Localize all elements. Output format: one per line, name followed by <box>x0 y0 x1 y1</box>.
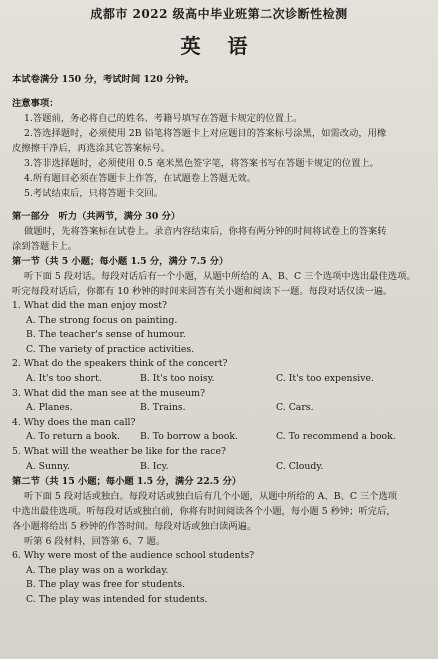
part1-heading: 第一部分 听力（共两节，满分 30 分） <box>12 211 181 222</box>
answer-option: A. Sunny. <box>26 460 70 472</box>
note-item: 5.考试结束后，只将答题卡交回。 <box>24 188 164 199</box>
question-stem: 2. What do the speakers think of the concert? <box>12 358 228 370</box>
subject-title: 英 语 <box>180 34 258 58</box>
question-stem: 5. What will the weather be like for the race? <box>12 445 226 457</box>
question-stem: 4. Why does the man call? <box>12 416 136 428</box>
answer-option: A. It's too short. <box>26 372 102 384</box>
answer-option: A. To return a book. <box>26 431 120 443</box>
answer-option: A. Planes. <box>26 402 73 414</box>
answer-option: C. To recommend a book. <box>276 431 396 443</box>
answer-option: B. Icy. <box>140 460 169 472</box>
answer-option: B. Trains. <box>140 402 186 414</box>
answer-option: B. It's too noisy. <box>140 372 215 384</box>
question-stem: 6. Why were most of the audience school students? <box>12 550 255 562</box>
answer-option: B. The teacher's sense of humour. <box>26 329 186 341</box>
note-item: 1.答题前，务必将自己的姓名、考籍号填写在答题卡规定的位置上。 <box>24 113 303 124</box>
answer-option: C. Cars. <box>276 402 314 414</box>
part1-intro-line: 涂到答题卡上。 <box>12 241 78 252</box>
option-row <box>12 372 426 387</box>
note-item: 2.答选择题时，必须使用 2B 铅笔将答题卡上对应题目的答案标号涂黑，如需改动，用橡 <box>24 128 387 139</box>
note-item: 皮擦擦干净后，再选涂其它答案标号。 <box>12 143 171 154</box>
exam-title: 成都市 2022 级高中毕业班第二次诊断性检测 <box>90 7 348 21</box>
section2-instruction: 各小题将给出 5 秒钟的作答时间。每段对话或独白读两遍。 <box>12 521 257 533</box>
option-row <box>12 401 426 416</box>
note-item: 4.所有题目必须在答题卡上作答，在试题卷上答题无效。 <box>24 173 256 184</box>
material-note: 听第 6 段材料，回答第 6、7 题。 <box>24 536 166 548</box>
section1-instruction: 听完每段对话后，你都有 10 秒钟的时间来回答有关小题和阅读下一题。每段对话仅读一遍。 <box>12 286 393 297</box>
option-row <box>12 460 426 475</box>
notes-heading: 注意事项： <box>12 98 59 109</box>
answer-option: B. To borrow a book. <box>140 431 238 443</box>
answer-option: A. The strong focus on painting. <box>26 314 178 326</box>
answer-option: C. The variety of practice activities. <box>26 343 195 355</box>
section1-heading: 第一节（共 5 小题；每小题 1.5 分，满分 7.5 分） <box>12 256 229 267</box>
part1-intro-line: 做题时，先将答案标在试卷上。录音内容结束后，你将有两分钟的时间将试卷上的答案转 <box>24 226 387 237</box>
question-stem: 1. What did the man enjoy most? <box>12 300 167 311</box>
section1-instruction: 听下面 5 段对话。每段对话后有一个小题，从题中所给的 A、B、C 三个选项中选出最佳选项。 <box>24 271 416 282</box>
note-item: 3.答非选择题时，必须使用 0.5 毫米黑色签字笔，将答案书写在答题卡规定的位置上。 <box>24 158 379 169</box>
section2-instruction: 听下面 5 段对话或独白。每段对话或独白后有几个小题，从题中所给的 A、B、C 三个选项 <box>24 491 398 503</box>
section2-instruction: 中选出最佳选项。听每段对话或独白前，你将有时间阅读各个小题，每小题 5 秒钟；听完后， <box>12 506 396 518</box>
answer-option: A. The play was on a workday. <box>26 564 169 576</box>
spacer <box>12 201 426 209</box>
option-row <box>12 430 426 445</box>
exam-intro: 本试卷满分 150 分，考试时间 120 分钟。 <box>12 74 194 85</box>
answer-option: C. The play was intended for students. <box>26 593 208 605</box>
section2-heading: 第二节（共 15 小题；每小题 1.5 分，满分 22.5 分） <box>12 476 242 488</box>
question-stem: 3. What did the man see at the museum? <box>12 387 205 399</box>
answer-option: B. The play was free for students. <box>26 579 185 591</box>
answer-option: C. It's too expensive. <box>276 372 374 384</box>
answer-option: C. Cloudy. <box>276 460 324 472</box>
spacer <box>12 87 426 96</box>
